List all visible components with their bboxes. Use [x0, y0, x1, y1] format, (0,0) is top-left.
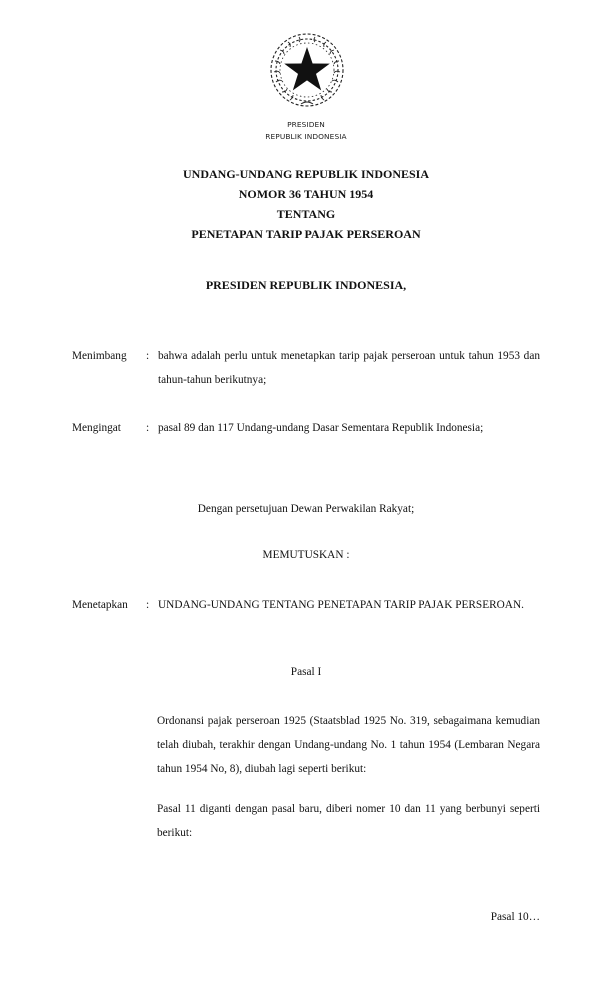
star-wreath-icon	[266, 30, 348, 112]
title-line-tentang: TENTANG	[276, 207, 336, 221]
clause-colon: :	[146, 599, 150, 611]
clause-text: pasal 89 dan 117 Undang-undang Dasar Sementara Republik Indonesia;	[158, 422, 484, 434]
presidential-emblem-icon	[266, 30, 348, 112]
clause-label: Mengingat	[72, 422, 121, 434]
clause-colon: :	[146, 350, 150, 362]
article-heading: Pasal I	[290, 666, 322, 678]
document-title	[0, 164, 612, 244]
clause-text: UNDANG-UNDANG TENTANG PENETAPAN TARIP PAJAK PERSEROAN.	[158, 599, 524, 611]
president-heading: PRESIDEN REPUBLIK INDONESIA,	[205, 278, 407, 292]
decision-heading: MEMUTUSKAN :	[262, 549, 350, 561]
emblem-caption-line1: PRESIDEN	[287, 120, 325, 129]
clause-colon: :	[146, 422, 150, 434]
page-continuation-marker: Pasal 10…	[490, 911, 540, 923]
title-line-subject: PENETAPAN TARIP PAJAK PERSEROAN	[191, 227, 421, 241]
title-line-number: NOMOR 36 TAHUN 1954	[238, 187, 374, 201]
article-paragraph-2: Pasal 11 diganti dengan pasal baru, diberi nomer 10 dan 11 yang berbunyi seperti berikut:	[157, 803, 540, 839]
article-paragraph-1: Ordonansi pajak perseroan 1925 (Staatsblad 1925 No. 319, sebagaimana kemudian telah diubah, terakhir dengan Undang-undang No. 1 tahun 1954 (Lembaran Negara tahun 1954 No, 8), diubah lagi seperti berikut:	[157, 715, 540, 775]
clause-text: bahwa adalah perlu untuk menetapkan tarip pajak perseroan untuk tahun 1953 dan tahun-tahun berikutnya;	[158, 350, 540, 386]
clause-label: Menimbang	[72, 350, 127, 362]
emblem-caption-line2: REPUBLIK INDONESIA	[265, 132, 347, 141]
title-line-1: UNDANG-UNDANG REPUBLIK INDONESIA	[182, 167, 430, 181]
clause-label: Menetapkan	[72, 599, 128, 611]
approval-statement: Dengan persetujuan Dewan Perwakilan Rakyat;	[197, 503, 415, 515]
